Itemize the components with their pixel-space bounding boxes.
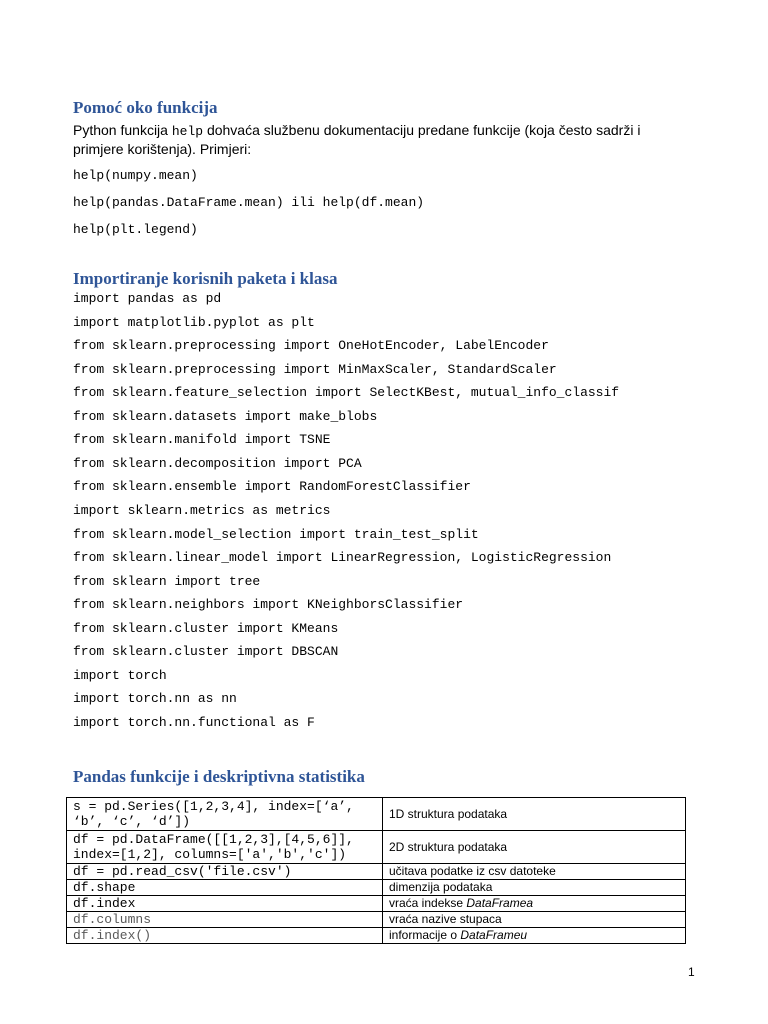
description-cell [383,912,686,928]
import-line: from sklearn.datasets import make_blobs [73,408,378,424]
import-line: from sklearn.preprocessing import MinMaxScaler, StandardScaler [73,361,557,377]
import-line: import matplotlib.pyplot as plt [73,314,315,330]
description-emphasis: DataFramea [466,896,534,910]
code-cell: df.index() [67,928,383,944]
import-line: from sklearn.preprocessing import OneHotEncoder, LabelEncoder [73,338,549,354]
help-intro-pre: Python funkcija [73,122,172,138]
table-row [67,912,686,928]
import-line: from sklearn.decomposition import PCA [73,455,362,471]
description-cell [383,864,686,880]
import-line: import pandas as pd [73,291,222,306]
code-cell: df.columns [67,912,383,928]
import-line: import sklearn.metrics as metrics [73,502,331,518]
help-intro-line2: primjere korištenja). Primjeri: [73,141,252,157]
section-title-imports: Importiranje korisnih paketa i klasa [73,269,338,288]
description-cell [383,798,686,831]
table-row [67,880,686,896]
description-cell [383,928,686,944]
table-row [67,831,686,864]
description-text: dimenzija podataka [389,880,493,894]
description-cell [383,831,686,864]
description-text: 1D struktura podataka [389,806,508,821]
table-row [67,864,686,880]
import-line: from sklearn.cluster import DBSCAN [73,644,339,660]
table-row [67,928,686,944]
import-line: import torch.nn.functional as F [73,714,315,730]
import-line: from sklearn.cluster import KMeans [73,620,339,636]
pandas-table [66,797,686,944]
table-row [67,798,686,831]
help-intro-code: help [171,124,204,139]
description-emphasis: DataFrameu [460,928,528,942]
import-line: from sklearn.linear_model import LinearRegression, LogisticRegression [73,550,612,566]
section-title-pandas: Pandas funkcije i deskriptivna statistika [73,767,365,786]
description-text: 2D struktura podataka [389,839,508,854]
description-cell [383,896,686,912]
import-line: from sklearn.model_selection import train_test_split [73,526,479,542]
help-example: help(plt.legend) [73,222,198,237]
code-cell: df.shape [67,880,383,896]
help-example: help(numpy.mean) [73,168,198,183]
import-line: from sklearn.manifold import TSNE [73,432,331,448]
description-cell [383,880,686,896]
import-line: import torch [73,667,167,683]
help-example: help(pandas.DataFrame.mean) ili help(df.mean) [73,195,425,210]
help-intro-line1 [73,121,640,141]
import-line: from sklearn.feature_selection import SelectKBest, mutual_info_classif [73,385,620,401]
help-intro-post: dohvaća službenu dokumentaciju predane funkcije (koja često sadrži i [203,122,641,138]
import-line: from sklearn.ensemble import RandomForestClassifier [73,479,471,495]
description-text: vraća indekse [389,896,467,910]
code-cell: df.index [67,896,383,912]
description-text: informacije o [389,928,461,942]
import-line: from sklearn.neighbors import KNeighborsClassifier [73,597,464,613]
code-cell: s = pd.Series([1,2,3,4], index=[‘a’, ‘b’, ‘c’, ‘d’]) [67,798,383,831]
section-title-help: Pomoć oko funkcija [73,98,218,117]
page-number: 1 [688,965,695,979]
import-line: from sklearn import tree [73,573,261,589]
code-cell: df = pd.DataFrame([[1,2,3],[4,5,6]], index=[1,2], columns=['a','b','c']) [67,831,383,864]
import-line: import torch.nn as nn [73,691,237,707]
table-row [67,896,686,912]
description-text: vraća nazive stupaca [389,912,502,926]
code-cell: df = pd.read_csv('file.csv') [67,864,383,880]
description-text: učitava podatke iz csv datoteke [389,864,556,878]
